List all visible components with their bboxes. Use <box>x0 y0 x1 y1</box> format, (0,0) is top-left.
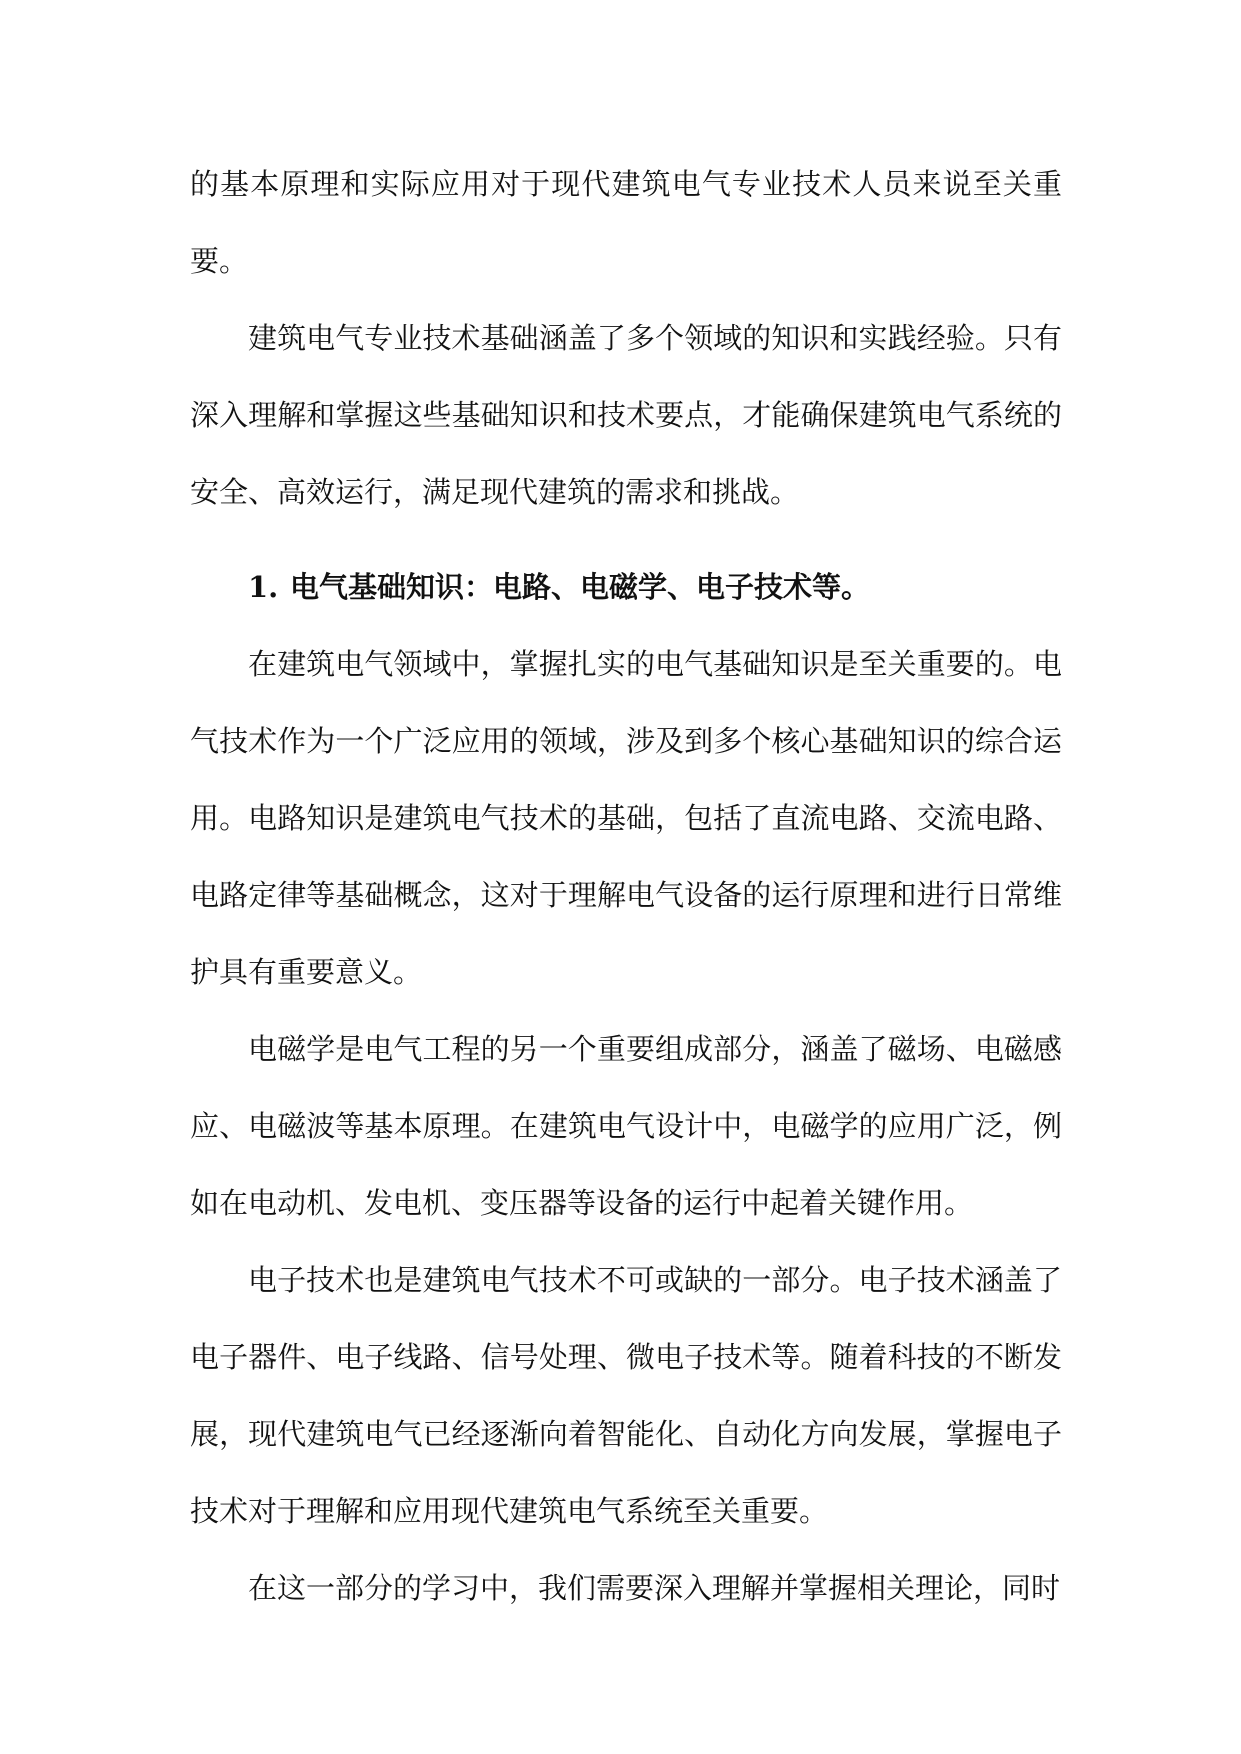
section-number: 1. <box>248 570 279 604</box>
paragraph-circuits: 在建筑电气领域中，掌握扎实的电气基础知识是至关重要的。电气技术作为一个广泛应用的领域，涉及到多个核心基础知识的综合运用。电路知识是建筑电气技术的基础，包括了直流电路、交流电路、电路定律等基础概念，这对于理解电气设备的运行原理和进行日常维护具有重要意义。 <box>190 647 1062 989</box>
paragraph-study: 在这一部分的学习中，我们需要深入理解并掌握相关理论，同时 <box>248 1571 1061 1605</box>
paragraph-electromagnetism: 电磁学是电气工程的另一个重要组成部分，涵盖了磁场、电磁感应、电磁波等基本原理。在建筑电气设计中，电磁学的应用广泛，例如在电动机、发电机、变压器等设备的运行中起着关键作用。 <box>190 1032 1062 1220</box>
paragraph-continuation: 的基本原理和实际应用对于现代建筑电气专业技术人员来说至关重要。 <box>190 167 1062 278</box>
section-title: 电气基础知识：电路、电磁学、电子技术等。 <box>290 570 871 604</box>
paragraph-summary: 建筑电气专业技术基础涵盖了多个领域的知识和实践经验。只有深入理解和掌握这些基础知识和技术要点，才能确保建筑电气系统的安全、高效运行，满足现代建筑的需求和挑战。 <box>190 321 1062 509</box>
section-heading <box>190 549 1062 626</box>
paragraph-electronics: 电子技术也是建筑电气技术不可或缺的一部分。电子技术涵盖了电子器件、电子线路、信号处理、微电子技术等。随着科技的不断发展，现代建筑电气已经逐渐向着智能化、自动化方向发展，掌握电子技术对于理解和应用现代建筑电气系统至关重要。 <box>190 1263 1062 1528</box>
page-content <box>190 146 1062 1627</box>
